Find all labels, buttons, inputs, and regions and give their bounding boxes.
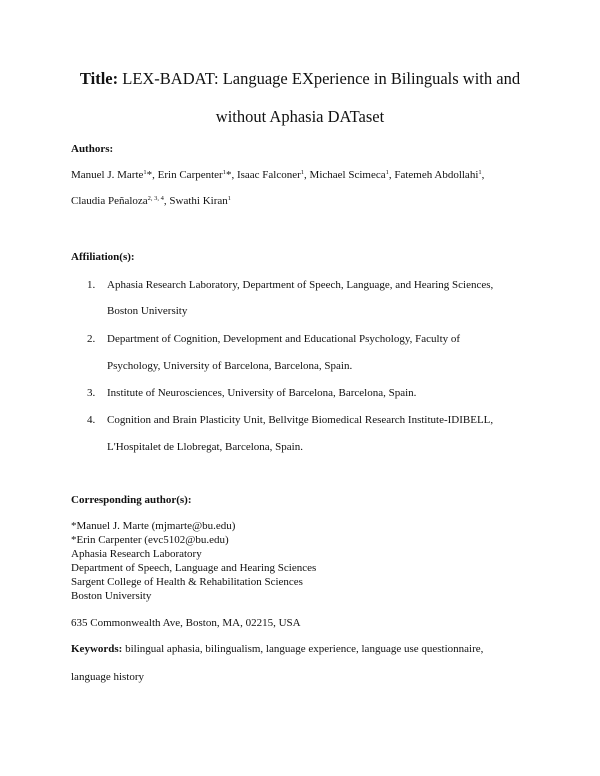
author-name: Manuel J. Marte bbox=[71, 169, 144, 181]
affiliation-number: 3. bbox=[87, 387, 96, 399]
paper-title-line-2 bbox=[40, 107, 560, 127]
paper-title-line-1 bbox=[40, 69, 560, 89]
keywords-line-1 bbox=[71, 643, 483, 655]
keywords-line-2: language history bbox=[71, 671, 145, 683]
affiliations-label: Affiliation(s): bbox=[71, 251, 135, 263]
affiliation-text: Department of Cognition, Development and Educational Psychology, Faculty of bbox=[107, 333, 461, 345]
authors-label: Authors: bbox=[71, 143, 114, 155]
author-separator: *, bbox=[146, 169, 158, 181]
title-prefix: Title: bbox=[79, 69, 119, 88]
corresponding-line: *Erin Carpenter (evc5102@bu.edu) bbox=[71, 534, 229, 546]
author-affiliation-sup: 1 bbox=[143, 169, 147, 176]
affiliation-number: 1. bbox=[87, 279, 96, 291]
author-separator: *, bbox=[225, 169, 237, 181]
title-text-line-1: LEX-BADAT: Language EXperience in Bilinguals with and bbox=[122, 69, 521, 88]
author-affiliation-sup: 1 bbox=[478, 169, 482, 176]
author-separator: , bbox=[304, 169, 310, 181]
corresponding-line: Aphasia Research Laboratory bbox=[71, 548, 202, 560]
corresponding-line: Department of Speech, Language and Hearing Sciences bbox=[71, 562, 317, 574]
corresponding-line: *Manuel J. Marte (mjmarte@bu.edu) bbox=[71, 520, 236, 532]
author-separator: , bbox=[481, 169, 485, 181]
title-text-line-2: without Aphasia DATaset bbox=[215, 107, 385, 126]
affiliation-number: 2. bbox=[87, 333, 96, 345]
keywords-text: bilingual aphasia, bilingualism, language experience, language use questionnaire, bbox=[125, 643, 484, 655]
author-separator: , bbox=[163, 195, 170, 207]
corresponding-line: Boston University bbox=[71, 590, 152, 602]
author-name: Swathi Kiran bbox=[169, 195, 228, 207]
author-affiliation-sup: 1 bbox=[227, 195, 232, 202]
authors-line-2 bbox=[71, 195, 231, 207]
author-affiliation-sup: 2, 3, 4 bbox=[147, 195, 164, 202]
author-name: Michael Scimeca bbox=[309, 169, 386, 181]
author-name: Fatemeh Abdollahi bbox=[394, 169, 479, 181]
corresponding-address: 635 Commonwealth Ave, Boston, MA, 02215, USA bbox=[71, 617, 301, 629]
author-name: Isaac Falconer bbox=[236, 169, 301, 181]
author-affiliation-sup: 1 bbox=[300, 169, 305, 176]
affiliation-text: Psychology, University of Barcelona, Barcelona, Spain. bbox=[107, 360, 353, 372]
affiliation-text: Aphasia Research Laboratory, Department of Speech, Language, and Hearing Sciences, bbox=[107, 279, 494, 291]
affiliation-text: Boston University bbox=[107, 305, 188, 317]
affiliation-text: Institute of Neurosciences, University of Barcelona, Barcelona, Spain. bbox=[107, 387, 417, 399]
author-separator: , bbox=[388, 169, 395, 181]
corresponding-line: Sargent College of Health & Rehabilitation Sciences bbox=[71, 576, 303, 588]
authors-line-1 bbox=[71, 169, 484, 181]
author-name: Claudia Peñaloza bbox=[71, 195, 148, 207]
author-name: Erin Carpenter bbox=[157, 169, 223, 181]
author-affiliation-sup: 1 bbox=[385, 169, 389, 176]
keywords-label: Keywords: bbox=[71, 643, 123, 655]
affiliation-text: Cognition and Brain Plasticity Unit, Bellvitge Biomedical Research Institute-IDIBELL, bbox=[107, 414, 494, 426]
affiliation-number: 4. bbox=[87, 414, 96, 426]
affiliation-text: L'Hospitalet de Llobregat, Barcelona, Spain. bbox=[107, 441, 303, 453]
author-affiliation-sup: 1 bbox=[222, 169, 226, 176]
corresponding-label: Corresponding author(s): bbox=[71, 494, 192, 506]
